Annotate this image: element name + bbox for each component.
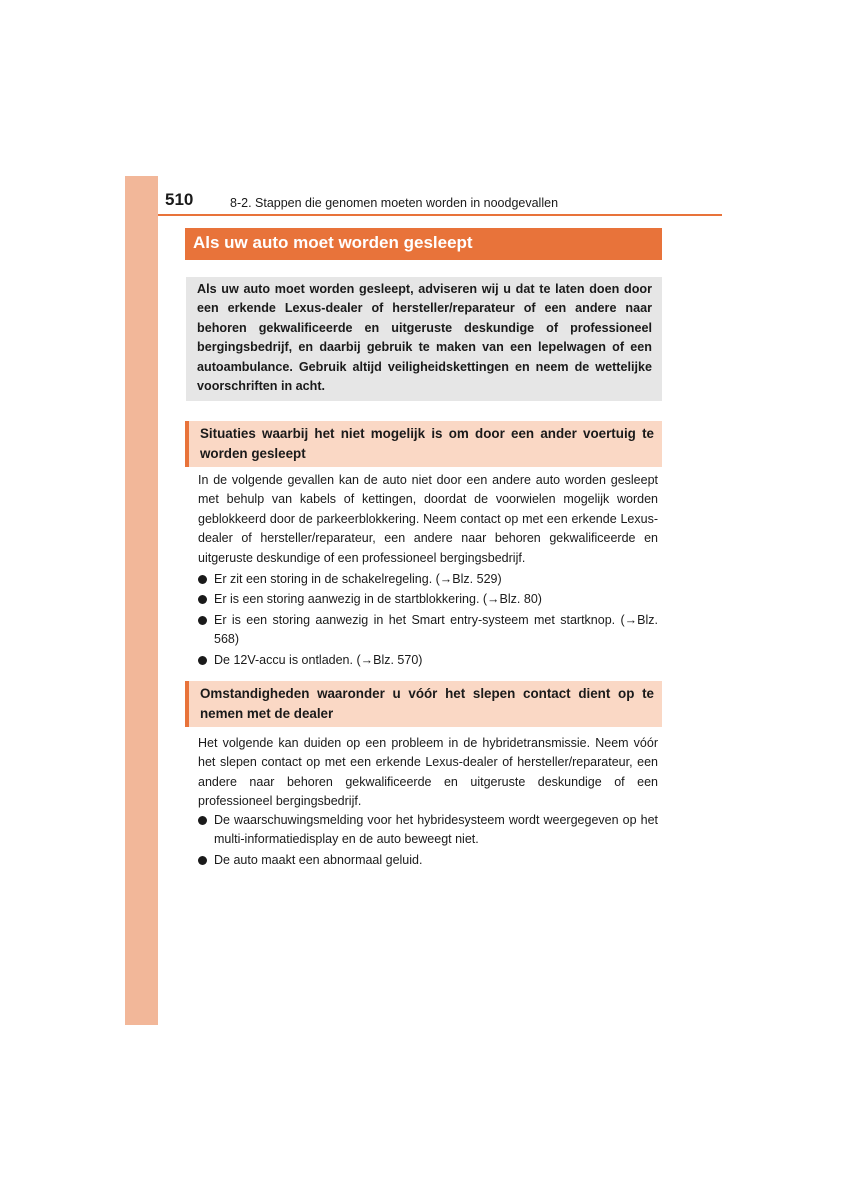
chapter-side-tab <box>125 176 158 1025</box>
bullet-icon <box>198 816 207 825</box>
list-item <box>198 590 658 609</box>
bullet-icon <box>198 575 207 584</box>
section-heading-no-towing: Situaties waarbij het niet mogelijk is om door een ander voertuig te worden gesleept <box>185 421 662 467</box>
bullet-icon <box>198 656 207 665</box>
bullet-icon <box>198 856 207 865</box>
list-item-text: Er is een storing aanwezig in de startblokkering. (→Blz. 80) <box>214 592 542 607</box>
list-item <box>198 570 658 589</box>
list-item-text: De 12V-accu is ontladen. (→Blz. 570) <box>214 652 423 667</box>
list-item-text: Er is een storing aanwezig in het Smart entry-systeem met startknop. (→Blz. 568) <box>214 612 658 647</box>
list-item-text: Er zit een storing in de schakelregeling. (→Blz. 529) <box>214 572 502 586</box>
list-item-text: De auto maakt een abnormaal geluid. <box>214 852 423 867</box>
bullet-list-contact-dealer <box>198 811 658 871</box>
list-item <box>198 651 658 670</box>
list-item <box>198 611 658 650</box>
section-path: 8-2. Stappen die genomen moeten worden in noodgevallen <box>230 196 559 210</box>
section-body-contact-dealer: Het volgende kan duiden op een probleem in de hybridetransmissie. Neem vóór het slepen contact op met een erkende Lexus-dealer of hersteller/reparateur, een andere naar behoren gekwalificeerde en uitgeruste deskundige of een professioneel bergingsbedrijf. <box>198 736 658 809</box>
page-number: 510 <box>165 190 194 209</box>
bullet-list-no-towing <box>198 570 658 671</box>
list-item <box>198 811 658 850</box>
section-heading-contact-dealer: Omstandigheden waaronder u vóór het slepen contact dient op te nemen met de dealer <box>185 681 662 727</box>
bullet-icon <box>198 616 207 625</box>
list-item-text: De waarschuwingsmelding voor het hybridesysteem wordt weergegeven op het multi-informatiedisplay en de auto beweegt niet. <box>214 813 658 847</box>
header-rule <box>158 214 722 216</box>
intro-box: Als uw auto moet worden gesleept, adviseren wij u dat te laten doen door een erkende Lexus-dealer of hersteller/reparateur of een andere naar behoren gekwalificeerde en uitgeruste deskundige of professioneel bergingsbedrijf, en daarbij gebruik te maken van een lepelwagen of een autoambulance. Gebruik altijd veiligheidskettingen en neem de wettelijke voorschriften in acht. <box>186 277 662 401</box>
list-item <box>198 851 658 870</box>
page-title: Als uw auto moet worden gesleept <box>185 228 662 260</box>
bullet-icon <box>198 595 207 604</box>
section-body-no-towing: In de volgende gevallen kan de auto niet door een andere auto worden gesleept met behulp van kabels of kettingen, doordat de voorwielen mogelijk worden geblokkeerd door de parkeerblokkering. Neem contact op met een erkende Lexus-dealer of hersteller/reparateur, een andere naar behoren gekwalificeerde en uitgeruste deskundige of een professioneel bergingsbedrijf. <box>198 473 658 565</box>
